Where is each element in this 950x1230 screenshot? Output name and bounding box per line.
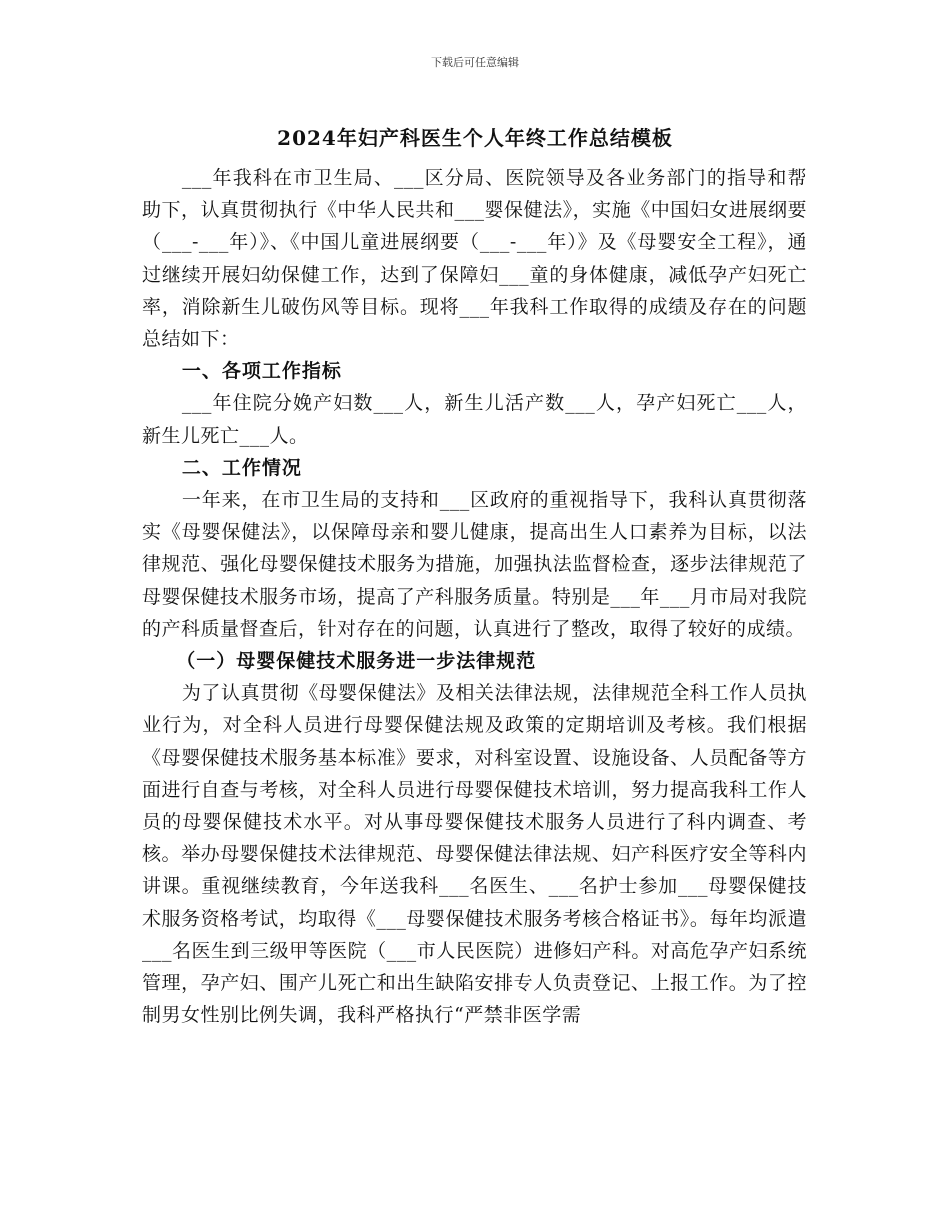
- subsection-paragraph: 为了认真贯彻《母婴保健法》及相关法律法规，法律规范全科工作人员执业行为，对全科人员进行母婴保健法规及政策的定期培训及考核。我们根据《母婴保健技术服务基本标准》要求，对科室设置、设施设备、人员配备等方面进行自查与考核，对全科人员进行母婴保健技术培训，努力提高我科工作人员的母婴保健技术水平。对从事母婴保健技术服务人员进行了科内调查、考核。举办母婴保健技术法律规范、母婴保健法律法规、妇产科医疗安全等科内讲课。重视继续教育，今年送我科___名医生、___名护士参加___母婴保健技术服务资格考试，均取得《___母婴保健技术服务考核合格证书》。每年均派遣___名医生到三级甲等医院（___市人民医院）进修妇产科。对高危孕产妇系统管理，孕产妇、围产儿死亡和出生缺陷安排专人负责登记、上报工作。为了控制男女性别比例失调，我科严格执行“严禁非医学需: [142, 682, 807, 1027]
- section-paragraph-work: 一年来，在市卫生局的支持和___区政府的重视指导下，我科认真贯彻落实《母婴保健法》，以保障母亲和婴儿健康，提高出生人口素养为目标，以法律规范、强化母婴保健技术服务为措施，加强执法监督检查，逐步法律规范了母婴保健技术服务市场，提高了产科服务质量。特别是___年___月市局对我院的产科质量督查后，针对存在的问题，认真进行了整改，取得了较好的成绩。: [142, 489, 807, 640]
- section-heading-work: 二、工作情况: [181, 456, 302, 479]
- header-note: 下载后可任意编辑: [431, 56, 519, 69]
- intro-paragraph: ___年我科在市卫生局、___区分局、医院领导及各业务部门的指导和帮助下，认真贯彻执行《中华人民共和___婴保健法》，实施《中国妇女进展纲要（___-___年）》、《中国儿童进展纲要（___-___年）》及《母婴安全工程》，通过继续开展妇幼保健工作，达到了保障妇___童的身体健康，减低孕产妇死亡率，消除新生儿破伤风等目标。现将___年我科工作取得的成绩及存在的问题总结如下：: [142, 167, 807, 351]
- document-body: [142, 162, 807, 1031]
- document-title: 2024年妇产科医生个人年终工作总结模板: [277, 126, 673, 150]
- subsection-heading: （一）母婴保健技术服务进一步法律规范: [176, 650, 537, 673]
- section-paragraph-indicators: ___年住院分娩产妇数___人，新生儿活产数___人，孕产妇死亡___人，新生儿死亡___人。: [142, 392, 807, 447]
- section-heading-indicators: 一、各项工作指标: [181, 360, 342, 383]
